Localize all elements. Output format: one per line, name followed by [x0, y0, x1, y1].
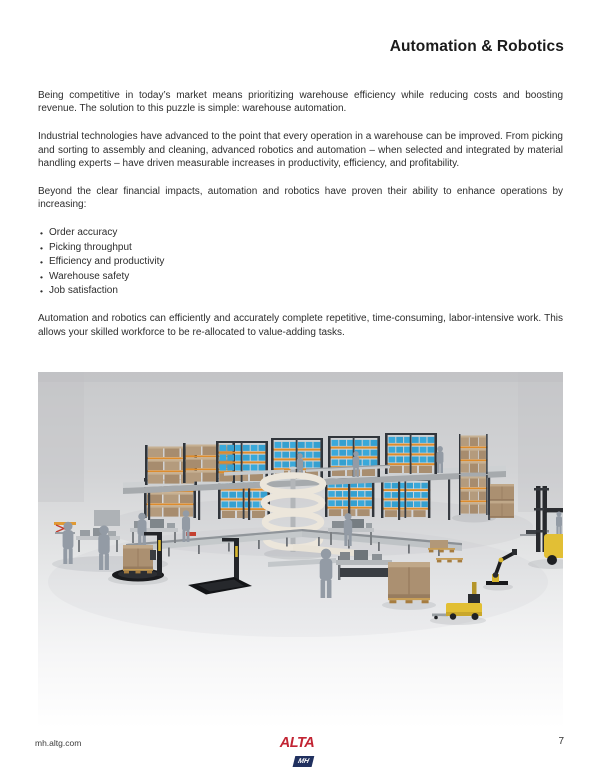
- paragraph-technologies: Industrial technologies have advanced to the point that every operation in a warehouse can be improved. From picking and sorting to assembly and cleaning, advanced robotics and automation – when selected and integrated by material handling experts – have driven measurable increases in productivity, efficiency, and profitability.: [38, 131, 563, 169]
- paragraph-benefits-lead: Beyond the clear financial impacts, automation and robotics have proven their ability to enhance operations by increasing:: [38, 186, 563, 211]
- logo-alta-text: ALTA: [279, 735, 315, 751]
- page-title: Automation & Robotics: [389, 38, 564, 55]
- body-text: [38, 89, 563, 354]
- alta-mh-logo: [274, 736, 320, 767]
- list-item: • Efficiency and productivity: [38, 255, 563, 269]
- logo-mh-badge: MH: [292, 756, 314, 767]
- warehouse-render: [38, 372, 563, 728]
- footer-website-link[interactable]: mh.altg.com: [35, 738, 82, 748]
- list-item: • Job satisfaction: [38, 284, 563, 298]
- list-item: • Picking throughput: [38, 241, 563, 255]
- paragraph-closing: Automation and robotics can efficiently and accurately complete repetitive, time-consuming, labor-intensive work. This allows your skilled workforce to be re-allocated to value-adding tasks.: [38, 313, 563, 338]
- paragraph-intro: Being competitive in today’s market means prioritizing warehouse efficiency while reducing costs and boosting revenue. The solution to this puzzle is simple: warehouse automation.: [38, 90, 563, 115]
- list-item: • Warehouse safety: [38, 270, 563, 284]
- palletized-crate: [382, 562, 436, 610]
- warehouse-automation-illustration: [38, 372, 563, 728]
- page-number: 7: [558, 736, 564, 747]
- list-item: • Order accuracy: [38, 226, 563, 240]
- benefits-list: [38, 226, 563, 298]
